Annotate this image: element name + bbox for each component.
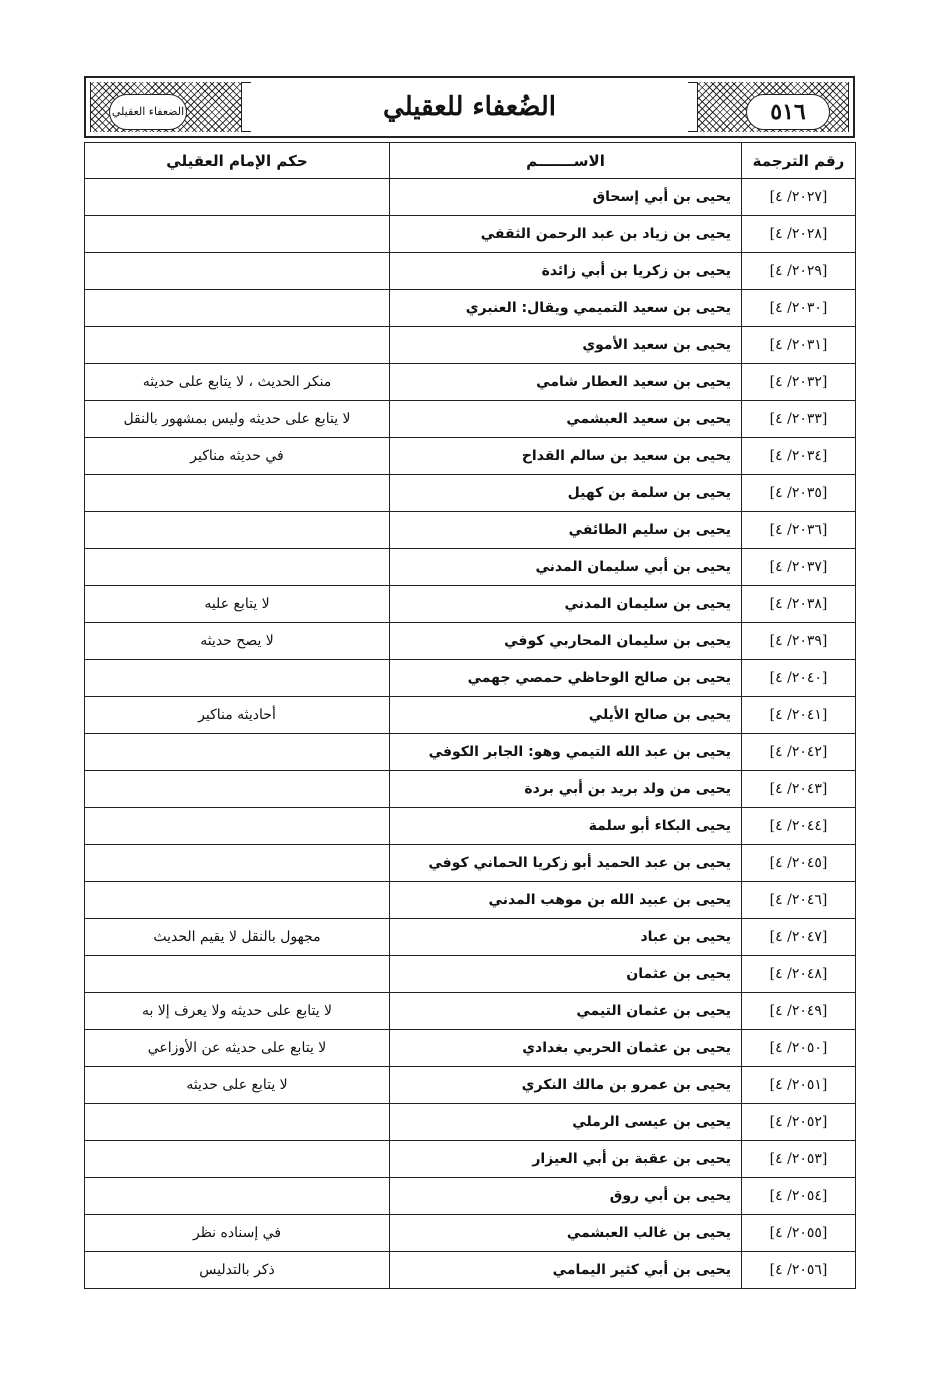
verdict-text bbox=[85, 327, 390, 364]
narrators-table bbox=[84, 142, 856, 1289]
ornament-left bbox=[90, 82, 242, 132]
verdict-text bbox=[85, 290, 390, 327]
verdict-text bbox=[85, 1104, 390, 1141]
verdict-text bbox=[85, 549, 390, 586]
verdict-text: ذكر بالتدليس bbox=[85, 1252, 390, 1289]
narrator-name: يحيى بن سليمان المحاربي كوفي bbox=[390, 623, 742, 660]
entry-number: [٢٠٣٥/ ٤] bbox=[742, 475, 856, 512]
verdict-text bbox=[85, 808, 390, 845]
table-row bbox=[85, 216, 856, 253]
entry-number: [٢٠٤٥/ ٤] bbox=[742, 845, 856, 882]
verdict-text: لا يصح حديثه bbox=[85, 623, 390, 660]
table-row bbox=[85, 734, 856, 771]
table-row bbox=[85, 993, 856, 1030]
book-title: الضُعفاء للعقيلي bbox=[251, 82, 688, 132]
table-row bbox=[85, 1215, 856, 1252]
narrator-name: يحيى من ولد بريد بن أبي بردة bbox=[390, 771, 742, 808]
verdict-text bbox=[85, 179, 390, 216]
entry-number: [٢٠٣٧/ ٤] bbox=[742, 549, 856, 586]
entry-number: [٢٠٥٢/ ٤] bbox=[742, 1104, 856, 1141]
entry-number: [٢٠٢٧/ ٤] bbox=[742, 179, 856, 216]
entry-number: [٢٠٥٥/ ٤] bbox=[742, 1215, 856, 1252]
narrator-name: يحيى بن صالح الأيلي bbox=[390, 697, 742, 734]
entry-number: [٢٠٤٠/ ٤] bbox=[742, 660, 856, 697]
narrator-name: يحيى بن أبي كثير اليمامي bbox=[390, 1252, 742, 1289]
entry-number: [٢٠٤٦/ ٤] bbox=[742, 882, 856, 919]
table-row bbox=[85, 364, 856, 401]
narrator-name: يحيى بن عثمان التيمي bbox=[390, 993, 742, 1030]
verdict-text: أحاديثه مناكير bbox=[85, 697, 390, 734]
narrator-name: يحيى بن سعيد بن سالم القداح bbox=[390, 438, 742, 475]
page-number: ٥١٦ bbox=[746, 94, 830, 130]
entry-number: [٢٠٣٤/ ٤] bbox=[742, 438, 856, 475]
entry-number: [٢٠٥٠/ ٤] bbox=[742, 1030, 856, 1067]
verdict-text bbox=[85, 475, 390, 512]
verdict-text bbox=[85, 1178, 390, 1215]
narrator-name: يحيى بن عمرو بن مالك النكري bbox=[390, 1067, 742, 1104]
column-header-verdict: حكم الإمام العقيلي bbox=[85, 143, 390, 179]
entry-number: [٢٠٢٩/ ٤] bbox=[742, 253, 856, 290]
narrator-name: يحيى بن سليم الطائفي bbox=[390, 512, 742, 549]
verdict-text bbox=[85, 1141, 390, 1178]
table-row bbox=[85, 327, 856, 364]
table-row bbox=[85, 401, 856, 438]
entry-number: [٢٠٤٨/ ٤] bbox=[742, 956, 856, 993]
entry-number: [٢٠٥٤/ ٤] bbox=[742, 1178, 856, 1215]
column-header-name: الاســـــــم bbox=[390, 143, 742, 179]
book-badge: الضعفاء العقيلي bbox=[109, 94, 187, 130]
narrator-name: يحيى بن سعيد العبشمي bbox=[390, 401, 742, 438]
verdict-text: في حديثه مناكير bbox=[85, 438, 390, 475]
table-row bbox=[85, 549, 856, 586]
narrator-name: يحيى بن عثمان الحربي بغدادي bbox=[390, 1030, 742, 1067]
narrator-name: يحيى بن عبد الحميد أبو زكريا الحماني كوفي bbox=[390, 845, 742, 882]
narrator-name: يحيى بن أبي إسحاق bbox=[390, 179, 742, 216]
narrator-name: يحيى بن عبد الله التيمي وهو: الجابر الكوفي bbox=[390, 734, 742, 771]
verdict-text: لا يتابع على حديثه وليس بمشهور بالنقل bbox=[85, 401, 390, 438]
table-row bbox=[85, 808, 856, 845]
table-row bbox=[85, 660, 856, 697]
entry-number: [٢٠٤٧/ ٤] bbox=[742, 919, 856, 956]
table-row bbox=[85, 845, 856, 882]
entry-number: [٢٠٤٩/ ٤] bbox=[742, 993, 856, 1030]
entry-number: [٢٠٥٣/ ٤] bbox=[742, 1141, 856, 1178]
verdict-text bbox=[85, 845, 390, 882]
entry-number: [٢٠٣٠/ ٤] bbox=[742, 290, 856, 327]
narrator-name: يحيى بن سليمان المدني bbox=[390, 586, 742, 623]
verdict-text bbox=[85, 512, 390, 549]
verdict-text: لا يتابع على حديثه عن الأوزاعي bbox=[85, 1030, 390, 1067]
narrator-name: يحيى بن زياد بن عبد الرحمن الثقفي bbox=[390, 216, 742, 253]
table-header-row bbox=[85, 143, 856, 179]
ornament-right bbox=[697, 82, 849, 132]
verdict-text: منكر الحديث ، لا يتابع على حديثه bbox=[85, 364, 390, 401]
verdict-text bbox=[85, 253, 390, 290]
entry-number: [٢٠٤٣/ ٤] bbox=[742, 771, 856, 808]
column-header-number: رقم الترجمة bbox=[742, 143, 856, 179]
verdict-text: لا يتابع عليه bbox=[85, 586, 390, 623]
narrator-name: يحيى بن عبيد الله بن موهب المدني bbox=[390, 882, 742, 919]
entry-number: [٢٠٤٢/ ٤] bbox=[742, 734, 856, 771]
page-header bbox=[84, 76, 855, 138]
entry-number: [٢٠٣٦/ ٤] bbox=[742, 512, 856, 549]
narrator-name: يحيى بن سلمة بن كهيل bbox=[390, 475, 742, 512]
table-row bbox=[85, 623, 856, 660]
narrator-name: يحيى بن عقبة بن أبي العيزار bbox=[390, 1141, 742, 1178]
narrator-name: يحيى البكاء أبو سلمة bbox=[390, 808, 742, 845]
table-row bbox=[85, 1030, 856, 1067]
verdict-text: لا يتابع على حديثه ولا يعرف إلا به bbox=[85, 993, 390, 1030]
verdict-text bbox=[85, 734, 390, 771]
entry-number: [٢٠٥٦/ ٤] bbox=[742, 1252, 856, 1289]
entry-number: [٢٠٣٣/ ٤] bbox=[742, 401, 856, 438]
narrator-name: يحيى بن أبي روق bbox=[390, 1178, 742, 1215]
table-row bbox=[85, 438, 856, 475]
narrator-name: يحيى بن سعيد التميمي ويقال: العنبري bbox=[390, 290, 742, 327]
narrator-name: يحيى بن زكريا بن أبي زائدة bbox=[390, 253, 742, 290]
narrator-name: يحيى بن أبي سليمان المدني bbox=[390, 549, 742, 586]
narrator-name: يحيى بن سعيد الأموي bbox=[390, 327, 742, 364]
table-body bbox=[85, 179, 856, 1289]
verdict-text: في إسناده نظر bbox=[85, 1215, 390, 1252]
verdict-text bbox=[85, 216, 390, 253]
table-row bbox=[85, 697, 856, 734]
entry-number: [٢٠٥١/ ٤] bbox=[742, 1067, 856, 1104]
entry-number: [٢٠٣١/ ٤] bbox=[742, 327, 856, 364]
table-row bbox=[85, 771, 856, 808]
narrator-name: يحيى بن سعيد العطار شامي bbox=[390, 364, 742, 401]
narrator-name: يحيى بن عثمان bbox=[390, 956, 742, 993]
table-row bbox=[85, 475, 856, 512]
verdict-text: لا يتابع على حديثه bbox=[85, 1067, 390, 1104]
table-row bbox=[85, 1141, 856, 1178]
entry-number: [٢٠٣٨/ ٤] bbox=[742, 586, 856, 623]
narrator-name: يحيى بن عباد bbox=[390, 919, 742, 956]
table-row bbox=[85, 1067, 856, 1104]
verdict-text bbox=[85, 882, 390, 919]
entry-number: [٢٠٣٩/ ٤] bbox=[742, 623, 856, 660]
narrator-name: يحيى بن صالح الوحاظي حمصي جهمي bbox=[390, 660, 742, 697]
table-row bbox=[85, 1178, 856, 1215]
table-row bbox=[85, 253, 856, 290]
verdict-text bbox=[85, 771, 390, 808]
verdict-text bbox=[85, 660, 390, 697]
table-row bbox=[85, 919, 856, 956]
table-row bbox=[85, 290, 856, 327]
table-row bbox=[85, 586, 856, 623]
narrator-name: يحيى بن عيسى الرملي bbox=[390, 1104, 742, 1141]
table-row bbox=[85, 1252, 856, 1289]
entry-number: [٢٠٤١/ ٤] bbox=[742, 697, 856, 734]
entry-number: [٢٠٢٨/ ٤] bbox=[742, 216, 856, 253]
table-row bbox=[85, 882, 856, 919]
verdict-text bbox=[85, 956, 390, 993]
entry-number: [٢٠٣٢/ ٤] bbox=[742, 364, 856, 401]
table-row bbox=[85, 512, 856, 549]
table-row bbox=[85, 956, 856, 993]
narrator-name: يحيى بن غالب العبشمي bbox=[390, 1215, 742, 1252]
table-row bbox=[85, 179, 856, 216]
verdict-text: مجهول بالنقل لا يقيم الحديث bbox=[85, 919, 390, 956]
entry-number: [٢٠٤٤/ ٤] bbox=[742, 808, 856, 845]
table-row bbox=[85, 1104, 856, 1141]
